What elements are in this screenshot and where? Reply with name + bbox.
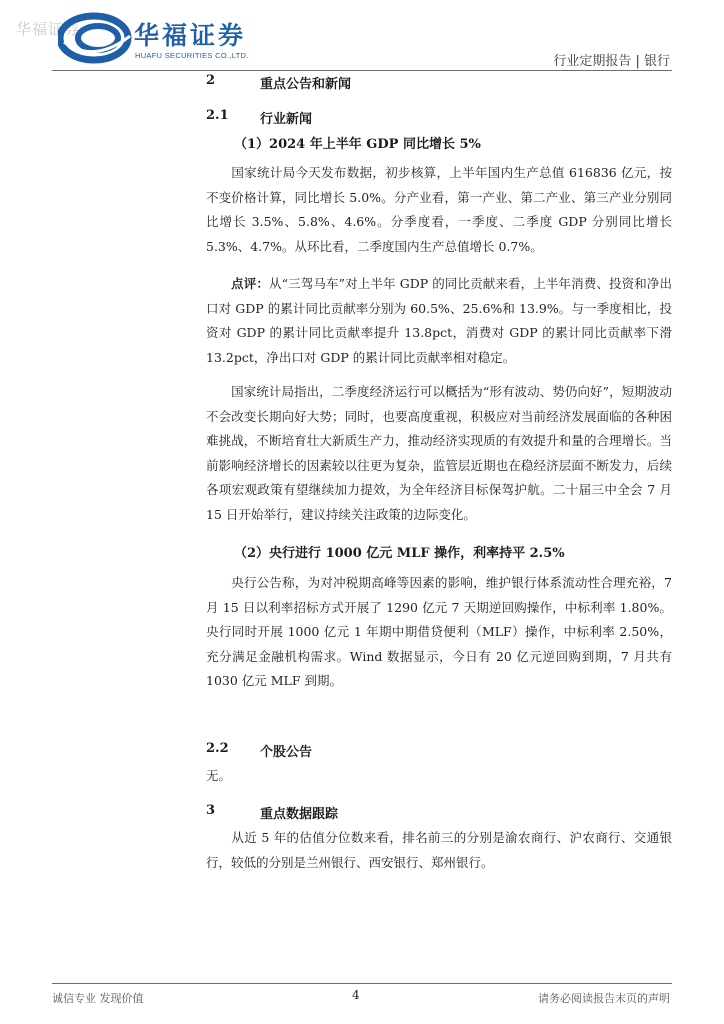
news-item-1-text: 国家统计局今天发布数据，初步核算，上半年国内生产总值 616836 亿元，按不变价格计算，同比增长 5.0%。分产业看，第一产业、第二产业、第三产业分别同比增长 3.5%、5.8%、4.6%。分季度看，一季度、二季度 GDP 分别同比增长 5.3%、4.7%。从环比看，二季度国内生产总值增长 0.7%。 (206, 165, 672, 254)
logo-english-name: HUAFU SECURITIES CO.,LTD. (135, 51, 249, 60)
news-item-2-text: 央行公告称，为对冲税期高峰等因素的影响，维护银行体系流动性合理充裕，7 月 15 日以利率招标方式开展了 1290 亿元 7 天期逆回购操作，中标利率 1.80%。央行同时开展 1000 亿元 1 年期中期借贷便利（MLF）操作，中标利率 2.50%，充分满足金融机构需求。Wind 数据显示，今日有 20 亿元逆回购到期，7 月共有 1030 亿元 MLF 到期。 (206, 575, 672, 688)
section-2-2-title: 个股公告 (260, 745, 313, 760)
page-number: 4 (352, 988, 360, 1002)
footer-divider (52, 983, 672, 984)
news-item-2-title: （2）央行进行 1000 亿元 MLF 操作，利率持平 2.5% (234, 546, 565, 561)
report-type-label: 行业定期报告 | 银行 (553, 54, 670, 69)
analysis-text: 国家统计局指出，二季度经济运行可以概括为“形有波动、势仍向好”，短期波动不会改变长期向好大势；同时，也要高度重视，积极应对当前经济发展面临的各种困难挑战，不断培育壮大新质生产力，推动经济实现质的有效提升和量的合理增长。当前影响经济增长的因素较以往更为复杂，监管层近期也在稳经济层面不断发力，后续各项宏观政策有望继续加力提效，为全年经济目标保驾护航。二十届三中全会 7 月 15 日开始举行，建议持续关注政策的边际变化。 (206, 384, 672, 522)
data-tracking-paragraph (206, 826, 672, 875)
stock-announcement-text: 无。 (206, 768, 232, 783)
section-3-number: 3 (206, 803, 216, 818)
logo-chinese-name: 华福证券 (134, 21, 247, 50)
comment-paragraph (206, 272, 672, 370)
comment-label: 点评： (231, 276, 269, 291)
section-2-number: 2 (206, 73, 216, 88)
section-2-title: 重点公告和新闻 (260, 77, 352, 92)
section-2-1-number: 2.1 (206, 108, 229, 123)
section-2-2-number: 2.2 (206, 741, 229, 756)
analysis-paragraph (206, 380, 672, 527)
data-tracking-text: 从近 5 年的估值分位数来看，排名前三的分别是渝农商行、沪农商行、交通银行，较低的分别是兰州银行、西安银行、郑州银行。 (206, 830, 672, 870)
section-2-1-title: 行业新闻 (260, 112, 313, 127)
header-divider (52, 70, 672, 71)
news-item-1-title: （1）2024 年上半年 GDP 同比增长 5% (234, 137, 481, 152)
watermark-text: 华福证券 (16, 20, 81, 38)
news-item-1-paragraph (206, 161, 672, 259)
comment-text: 从“三驾马车”对上半年 GDP 的同比贡献来看，上半年消费、投资和净出口对 GDP 的累计同比贡献率分别为 60.5%、25.6%和 13.9%。与一季度相比，投资对 GDP 的累计同比贡献率提升 13.8pct，消费对 GDP 的累计同比贡献率下滑 13.2pct，净出口对 GDP 的累计同比贡献率相对稳定。 (206, 276, 672, 365)
news-item-2-paragraph (206, 571, 672, 694)
stock-announcement-paragraph (206, 764, 672, 789)
footer-disclaimer: 请务必阅读报告末页的声明 (538, 992, 670, 1005)
footer-slogan: 诚信专业 发现价值 (52, 992, 144, 1005)
section-3-title: 重点数据跟踪 (260, 807, 339, 822)
